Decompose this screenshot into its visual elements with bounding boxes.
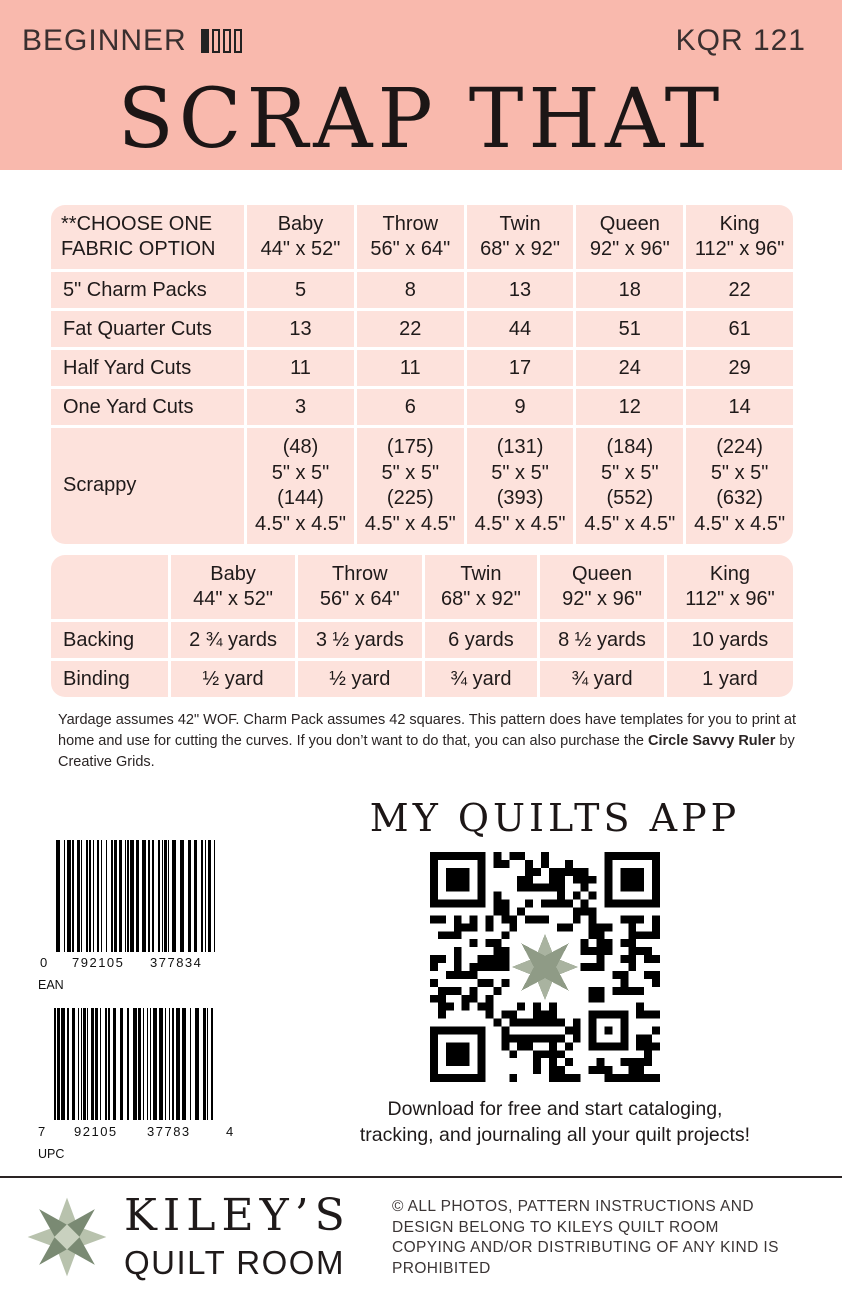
table-cell: 13 (247, 311, 354, 347)
table-cell: (184) 5" x 5" (552) 4.5" x 4.5" (576, 428, 683, 544)
size-header: Baby 44" x 52" (247, 205, 354, 269)
table-cell: 24 (576, 350, 683, 386)
row-label: 5" Charm Packs (51, 272, 244, 308)
row-label: Half Yard Cuts (51, 350, 244, 386)
empty-corner-cell (51, 555, 168, 619)
size-header: Throw 56" x 64" (357, 205, 464, 269)
fabric-option-heading: **CHOOSE ONE FABRIC OPTION (51, 205, 244, 269)
table-row (51, 311, 793, 347)
table-cell: 29 (686, 350, 793, 386)
upc-digit-lead: 7 (38, 1124, 47, 1139)
row-label: Fat Quarter Cuts (51, 311, 244, 347)
upc-digits-right: 37783 (147, 1124, 191, 1139)
fabric-requirements-table (48, 202, 796, 547)
skill-level-label: BEGINNER (22, 24, 187, 57)
size-header: King 112" x 96" (686, 205, 793, 269)
table-cell: 17 (467, 350, 574, 386)
table-cell: 3 ½ yards (298, 622, 422, 658)
table-cell: 6 (357, 389, 464, 425)
copyright-notice: © ALL PHOTOS, PATTERN INSTRUCTIONS AND DESIGN BELONG TO KILEYS QUILT ROOM COPYING AND/OR DISTRIBUTING OF ANY KIND IS PROHIBITED (392, 1198, 779, 1277)
ean-digits-left: 792105 (72, 955, 125, 970)
table-cell: 13 (467, 272, 574, 308)
table-cell: 12 (576, 389, 683, 425)
table-cell: 44 (467, 311, 574, 347)
footer-divider (0, 1176, 842, 1178)
size-header: Queen 92" x 96" (576, 205, 683, 269)
table-cell: 11 (357, 350, 464, 386)
table-cell: 8 ½ yards (540, 622, 664, 658)
app-title: MY QUILTS APP (369, 796, 741, 840)
pattern-code: KQR 121 (675, 24, 806, 57)
size-header: Throw 56" x 64" (298, 555, 422, 619)
ean-digit-lead: 0 (40, 955, 49, 970)
table-row (51, 350, 793, 386)
row-label: One Yard Cuts (51, 389, 244, 425)
table-cell: (175) 5" x 5" (225) 4.5" x 4.5" (357, 428, 464, 544)
table-cell: 22 (686, 272, 793, 308)
table-cell: 3 (247, 389, 354, 425)
brand-name-line2: QUILT ROOM (124, 1244, 345, 1281)
skill-level-rating-icon (201, 29, 242, 53)
table-cell: 8 (357, 272, 464, 308)
skill-level (22, 24, 242, 58)
table-cell: 51 (576, 311, 683, 347)
upc-label: UPC (38, 1147, 65, 1161)
table-row (51, 389, 793, 425)
table-row (51, 272, 793, 308)
row-label: Scrappy (51, 428, 244, 544)
table-cell: 11 (247, 350, 354, 386)
backing-binding-table (48, 552, 796, 700)
size-header: Baby 44" x 52" (171, 555, 295, 619)
table-header-row (51, 555, 793, 619)
ean-barcode-icon (56, 840, 216, 952)
yardage-note: Yardage assumes 42" WOF. Charm Pack assumes 42 squares. This pattern does have templates for you to print at home and use for cutting the curves. If you don’t want to do that, you can also purchase the Circle Savvy Ruler by Creative Grids. (58, 712, 797, 770)
row-label: Binding (51, 661, 168, 697)
pattern-title: SCRAP THAT (117, 72, 725, 167)
table-cell: 18 (576, 272, 683, 308)
table-cell: (48) 5" x 5" (144) 4.5" x 4.5" (247, 428, 354, 544)
table-cell: 2 ¾ yards (171, 622, 295, 658)
table-cell: ½ yard (298, 661, 422, 697)
ean-digits-right: 377834 (150, 955, 203, 970)
header-banner (0, 0, 842, 170)
table-cell: 10 yards (667, 622, 793, 658)
ean-label: EAN (38, 978, 64, 992)
qr-star-logo-icon (512, 934, 579, 1001)
table-cell: ¾ yard (425, 661, 537, 697)
size-header: Twin 68" x 92" (425, 555, 537, 619)
upc-barcode-icon (54, 1008, 214, 1120)
table-header-row (51, 205, 793, 269)
size-header: King 112" x 96" (667, 555, 793, 619)
quilt-star-icon (26, 1196, 108, 1278)
table-cell: (224) 5" x 5" (632) 4.5" x 4.5" (686, 428, 793, 544)
row-label: Backing (51, 622, 168, 658)
table-cell: 5 (247, 272, 354, 308)
table-row (51, 622, 793, 658)
table-cell: 6 yards (425, 622, 537, 658)
table-cell: 1 yard (667, 661, 793, 697)
upc-digit-trail: 4 (226, 1124, 235, 1139)
size-header: Twin 68" x 92" (467, 205, 574, 269)
table-row (51, 661, 793, 697)
qr-code-icon[interactable] (430, 852, 660, 1082)
table-cell: ½ yard (171, 661, 295, 697)
table-cell: ¾ yard (540, 661, 664, 697)
brand-name-line1: KILEY’S (124, 1190, 351, 1241)
app-description: Download for free and start cataloging, tracking, and journaling all your quilt projects! (359, 1098, 751, 1146)
table-cell: 22 (357, 311, 464, 347)
size-header: Queen 92" x 96" (540, 555, 664, 619)
table-cell: 9 (467, 389, 574, 425)
table-cell: (131) 5" x 5" (393) 4.5" x 4.5" (467, 428, 574, 544)
table-row-scrappy (51, 428, 793, 544)
upc-digits-left: 92105 (74, 1124, 118, 1139)
table-cell: 61 (686, 311, 793, 347)
table-cell: 14 (686, 389, 793, 425)
ruler-product-name: Circle Savvy Ruler (648, 733, 776, 749)
